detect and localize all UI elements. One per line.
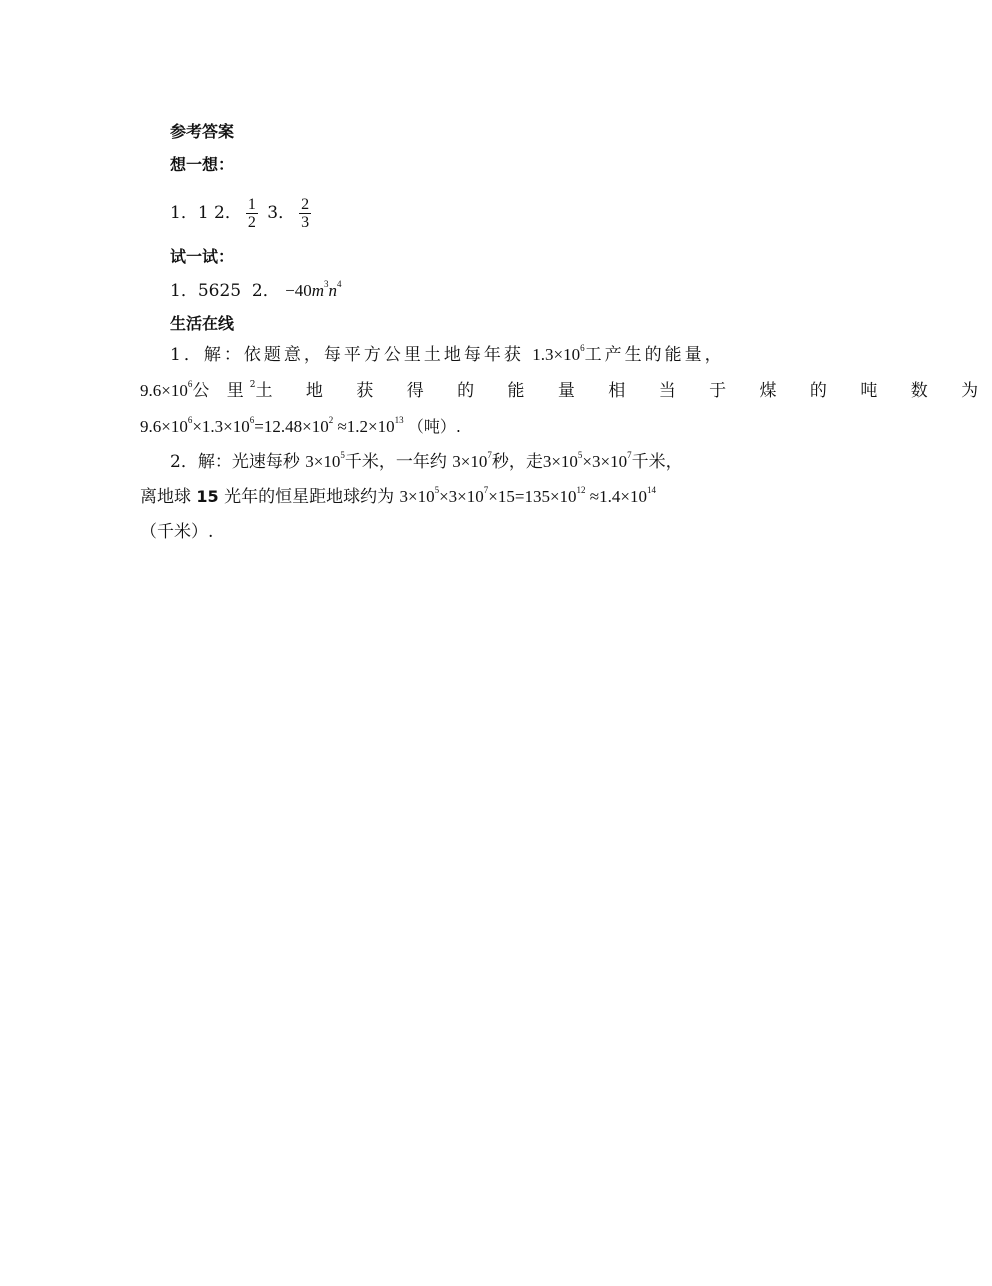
life-problem-2-line-1: 2．解：光速每秒 $3\times 10^5$千米，一年约 $3\times 10^7$秒，走$3\times 10^5\times 3\times 10^7$千米， xyxy=(170,450,683,472)
section-try-answers xyxy=(170,281,342,301)
think-answer-3-label: 3． xyxy=(267,203,296,223)
fraction-numerator: 1 xyxy=(247,196,256,213)
try-answer-2-label: 2． xyxy=(251,281,280,301)
section-think-title: 想一想： xyxy=(170,155,235,174)
var-m: m xyxy=(311,281,325,300)
life-problem-2-line-2: 离地球 15 光年的恒星距地球约为 $3\times 10^5\times 3\times 10^7\times 15=135\times 10^{12} \approx 1.4\times 10^{14}$ xyxy=(140,485,656,507)
try-answer-2-expression xyxy=(285,281,341,300)
section-life-title: 生活在线 xyxy=(170,314,235,333)
problem-1-result-unit: （吨）. xyxy=(407,417,461,436)
think-answer-2-label: 2． xyxy=(214,203,242,223)
problem-1-text: 依题意，每平方公里土地每年获 xyxy=(243,345,524,365)
think-answer-3-fraction xyxy=(299,196,311,231)
problem-1-text-2: 工产生的能量， xyxy=(584,345,725,365)
think-answer-2-fraction xyxy=(246,196,258,231)
fraction-denominator: 3 xyxy=(301,214,310,231)
section-try-title: 试一试： xyxy=(170,247,235,266)
life-problem-1-line-3: $9.6\times 10^6\times 1.3\times 10^6=12.48\times 10^2 \approx 1.2\times 10^{13}$ （吨）. xyxy=(140,415,461,436)
problem-2-label: 2．解： xyxy=(170,452,232,472)
answer-heading: 参考答案 xyxy=(170,122,235,141)
life-problem-2-line-3: （千米）. xyxy=(140,522,214,542)
light-years: 15 xyxy=(196,487,219,506)
life-problem-1-line-2 xyxy=(140,381,992,401)
fraction-denominator: 2 xyxy=(247,214,256,231)
problem-1-unit-exp: 2 xyxy=(249,380,256,390)
var-n: n xyxy=(328,281,338,300)
coefficient: −40 xyxy=(285,281,312,300)
problem-1-area: $9.6\times 10^6$ xyxy=(140,379,193,400)
think-answer-1: 1．1 xyxy=(170,203,209,223)
try-answer-1: 1．5625 xyxy=(170,281,242,301)
section-think-answers xyxy=(170,193,315,233)
problem-1-unit: 公 里 xyxy=(192,381,250,401)
life-problem-1-line-1 xyxy=(170,345,725,365)
fraction-numerator: 2 xyxy=(301,196,310,213)
exp-n: 4 xyxy=(337,279,342,289)
exp-m: 3 xyxy=(324,279,329,289)
problem-1-value: $1.3\times 10^6$ xyxy=(532,343,585,364)
problem-1-label: 1．解： xyxy=(170,345,244,365)
problem-1-text-3: 土 地 获 得 的 能 量 相 当 于 煤 的 吨 数 为 xyxy=(255,381,992,401)
